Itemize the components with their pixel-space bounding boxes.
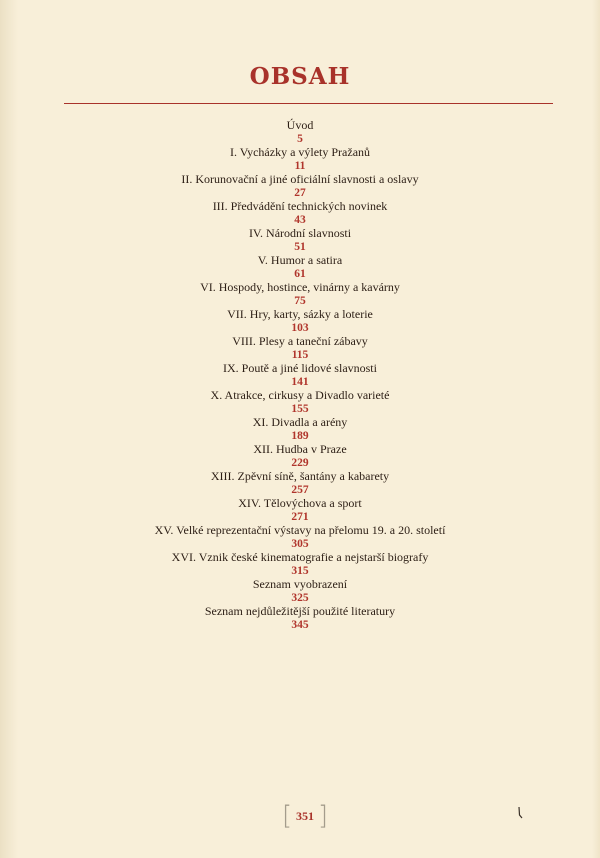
toc-entry-title: II. Korunovační a jiné oficiální slavnosti a oslavy <box>181 172 419 186</box>
toc-entry-title: XVI. Vznik české kinematografie a nejstarší biografy <box>171 550 429 564</box>
toc-entry-page: 229 <box>291 456 309 469</box>
toc-entry-page: 11 <box>294 159 306 172</box>
toc-entry-title: IX. Poutě a jiné lidové slavnosti <box>223 361 377 375</box>
toc-entry-title: IV. Národní slavnosti <box>248 226 352 240</box>
toc-entry <box>0 389 600 416</box>
toc-entry <box>0 227 600 254</box>
pencil-mark <box>517 806 523 820</box>
toc-entry-page: 43 <box>294 213 306 226</box>
toc-entry-page: 345 <box>291 618 309 631</box>
toc-entry-title: I. Vycházky a výlety Pražanů <box>229 145 371 159</box>
toc-entry-title: VII. Hry, karty, sázky a loterie <box>227 307 373 321</box>
toc-entry <box>0 119 600 146</box>
toc-entry-title: VIII. Plesy a taneční zábavy <box>232 334 368 348</box>
toc-entry-page: 103 <box>291 321 309 334</box>
toc-entry <box>0 416 600 443</box>
toc-entry <box>0 254 600 281</box>
toc-entry-title: V. Humor a satira <box>257 253 343 267</box>
toc-entry <box>0 578 600 605</box>
toc-entry-page: 75 <box>294 294 306 307</box>
toc-entry-title: Seznam vyobrazení <box>252 577 348 591</box>
toc-entry-title: Úvod <box>286 118 314 132</box>
toc-entry-page: 51 <box>294 240 306 253</box>
toc-entry-page: 5 <box>297 132 303 145</box>
toc-entry-title: XIII. Zpěvní síně, šantány a kabarety <box>210 469 390 483</box>
toc-entry <box>0 200 600 227</box>
toc-entry-page: 115 <box>291 348 309 361</box>
toc-entry <box>0 551 600 578</box>
toc-entry-page: 325 <box>291 591 309 604</box>
toc-entry-page: 155 <box>291 402 309 415</box>
toc-entry-page: 141 <box>291 375 309 388</box>
title-divider <box>64 103 553 104</box>
toc-entry-title: XI. Divadla a arény <box>252 415 348 429</box>
toc-entry-page: 257 <box>291 483 309 496</box>
toc-entry <box>0 362 600 389</box>
toc-entry-page: 189 <box>291 429 309 442</box>
toc-entry-title: X. Atrakce, cirkusy a Divadlo varieté <box>210 388 390 402</box>
toc-entry-page: 27 <box>294 186 306 199</box>
left-bracket: [ <box>282 801 293 831</box>
right-bracket: ] <box>317 801 328 831</box>
toc-entry <box>0 443 600 470</box>
toc-entry-page: 271 <box>291 510 309 523</box>
toc-entry-title: XII. Hudba v Praze <box>253 442 347 456</box>
toc-entry <box>0 281 600 308</box>
toc-entry-title: III. Předvádění technických novinek <box>212 199 388 213</box>
toc-entry <box>0 146 600 173</box>
toc-entry-page: 61 <box>294 267 306 280</box>
toc-entry-title: Seznam nejdůležitější použité literatury <box>204 604 396 618</box>
toc-entry-title: XIV. Tělovýchova a sport <box>238 496 362 510</box>
toc-entry-title: VI. Hospody, hostince, vinárny a kavárny <box>200 280 400 294</box>
page-number-value: 351 <box>296 809 314 823</box>
toc-entry-page: 305 <box>291 537 309 550</box>
toc-entry <box>0 470 600 497</box>
page-title: OBSAH <box>249 63 351 90</box>
toc-entry <box>0 308 600 335</box>
toc-entry <box>0 497 600 524</box>
table-of-contents <box>0 119 600 632</box>
toc-entry <box>0 335 600 362</box>
toc-entry-page: 315 <box>291 564 309 577</box>
toc-entry <box>0 524 600 551</box>
toc-entry <box>0 173 600 200</box>
toc-entry <box>0 605 600 632</box>
toc-entry-title: XV. Velké reprezentační výstavy na přelomu 19. a 20. století <box>154 523 446 537</box>
page-number <box>282 801 328 831</box>
